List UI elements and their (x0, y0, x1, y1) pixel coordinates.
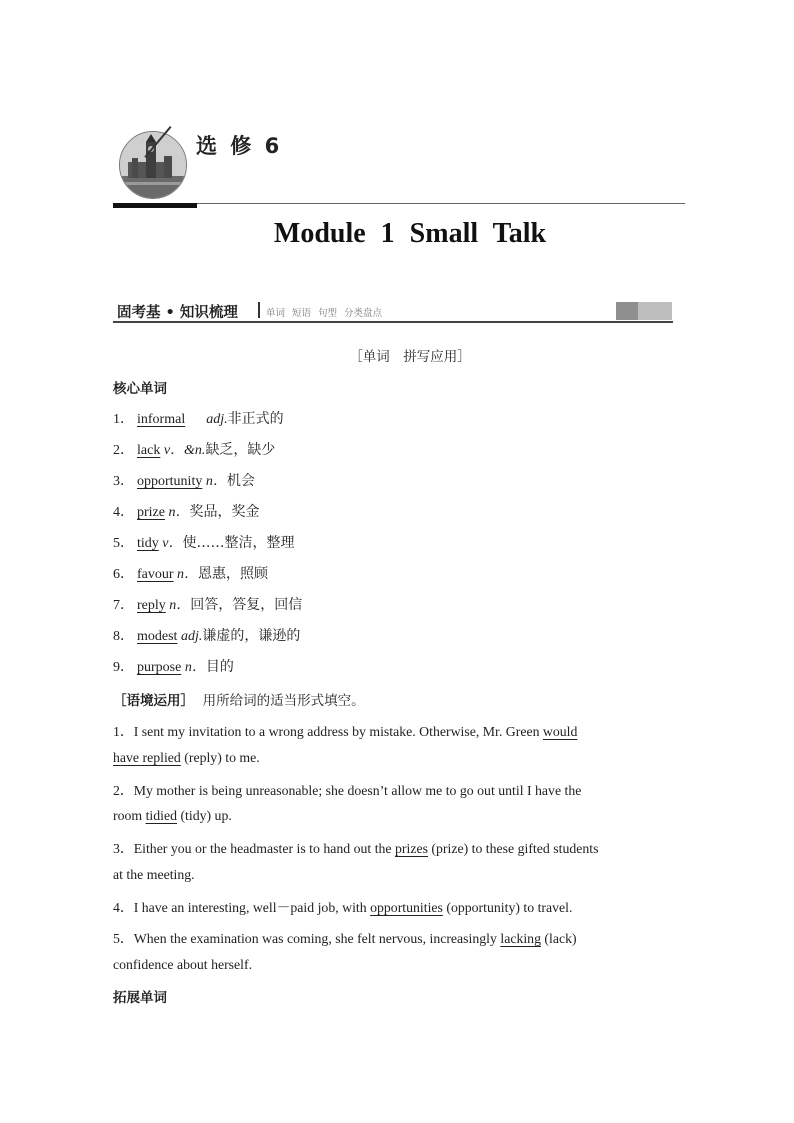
exercise-answer: would (542, 724, 578, 739)
context-usage-label (113, 689, 365, 709)
part-of-speech: adj. (206, 412, 228, 427)
exercise-text: room (113, 808, 146, 823)
banner-dark-block (616, 302, 638, 320)
exercise-line (113, 808, 678, 824)
extended-words-heading: 拓展单词 (113, 990, 167, 1006)
item-number: 2． (113, 443, 134, 458)
exercise-text: confidence about herself. (113, 957, 253, 972)
core-word-item (113, 532, 295, 552)
item-number: 4． (113, 505, 134, 520)
word-meaning: 机会 (226, 473, 255, 489)
answer-word: informal (137, 412, 186, 427)
word-meaning: 非正式的 (227, 411, 284, 427)
exercise-line (113, 927, 678, 947)
item-number: 5． (113, 536, 134, 551)
answer-word: lack (137, 443, 161, 458)
context-instruction: 用所给词的适当形式填空。 (202, 693, 365, 709)
answer-word: modest (137, 629, 178, 644)
part-of-speech: adj. (180, 629, 203, 644)
item-number: 7． (113, 598, 134, 613)
answer-word: opportunity (137, 474, 203, 489)
section-banner (113, 300, 673, 322)
word-meaning: 谦虚的，谦逊的 (202, 628, 301, 644)
item-number: 6． (113, 567, 134, 582)
exercise-text: 5．When the examination was coming, she felt nervous, increasingly (113, 931, 501, 946)
word-meaning: 奖品，奖金 (189, 504, 260, 520)
exercise-line (113, 720, 678, 740)
part-of-speech: v．&n. (163, 443, 206, 458)
word-meaning: 恩惠，照顾 (198, 566, 269, 582)
exercise-answer: have replied (113, 750, 181, 765)
core-word-item (113, 408, 284, 428)
module-title: Module 1 Small Talk (273, 218, 547, 249)
core-word-item (113, 439, 275, 459)
core-word-item (113, 656, 234, 676)
exercise-answer: prizes (395, 841, 428, 856)
core-word-item (113, 501, 259, 521)
context-tag: ［语境运用］ (113, 693, 194, 709)
word-meaning: 目的 (205, 659, 234, 675)
part-of-speech: n． (177, 567, 199, 582)
answer-word: reply (137, 598, 166, 613)
answer-word: purpose (137, 660, 182, 675)
exercise-answer: lacking (500, 931, 541, 946)
exercise-text: (lack) (540, 931, 577, 946)
exercise-text: (opportunity) to travel. (442, 900, 573, 915)
part-of-speech: n． (205, 474, 227, 489)
section-divider (258, 302, 260, 318)
answer-word: favour (137, 567, 174, 582)
core-word-item (113, 594, 302, 614)
exercise-text: (reply) to me. (180, 750, 260, 765)
exercise-line (113, 779, 678, 799)
module-emblem-image (119, 131, 187, 199)
core-words-heading: 核心单词 (113, 381, 167, 397)
exercise-text: at the meeting. (113, 867, 195, 882)
vocab-section-heading: ［单词 拼写应用］ (349, 349, 471, 365)
exercise-text: 1．I sent my invitation to a wrong address by mistake. Otherwise, Mr. Green (113, 724, 543, 739)
word-meaning: 回答，答复，回信 (190, 597, 303, 613)
core-word-item (113, 470, 255, 490)
book-title: 选 修 6 (196, 134, 283, 158)
part-of-speech: v． (162, 536, 183, 551)
item-number: 3． (113, 474, 134, 489)
exercise-answer: opportunities (370, 900, 443, 915)
core-word-item (113, 563, 268, 583)
part-of-speech: n． (184, 660, 206, 675)
exercise-line (113, 867, 678, 883)
item-number: 9． (113, 660, 134, 675)
banner-light-block (638, 302, 672, 320)
answer-word: prize (137, 505, 165, 520)
section-subtitle: 单词 短语 句型 分类盘点 (266, 308, 383, 319)
word-meaning: 缺乏，缺少 (205, 442, 276, 458)
exercise-text: 3．Either you or the headmaster is to hand out the (113, 841, 396, 856)
item-number: 1． (113, 412, 134, 427)
exercise-line (113, 837, 678, 857)
exercise-line (113, 750, 678, 766)
exercise-answer: tidied (145, 808, 177, 823)
exercise-text: 2．My mother is being unreasonable; she doesn’t allow me to go out until I have the (113, 783, 582, 798)
word-meaning: 使……整洁，整理 (182, 535, 295, 551)
exercise-text: (tidy) up. (177, 808, 232, 823)
header-rule-thick (113, 203, 197, 208)
banner-underline (113, 321, 673, 323)
item-number: 8． (113, 629, 134, 644)
exercise-text: (prize) to these gifted students (427, 841, 599, 856)
exercise-line (113, 957, 678, 973)
part-of-speech: n． (168, 505, 190, 520)
answer-word: tidy (137, 536, 159, 551)
exercise-line (113, 896, 678, 916)
part-of-speech: n． (169, 598, 191, 613)
section-title: 固考基 • 知识梳理 (117, 305, 238, 321)
core-word-item (113, 625, 300, 645)
header-rule-thin (197, 203, 685, 204)
exercise-text: 4．I have an interesting, well－paid job, with (113, 900, 371, 915)
